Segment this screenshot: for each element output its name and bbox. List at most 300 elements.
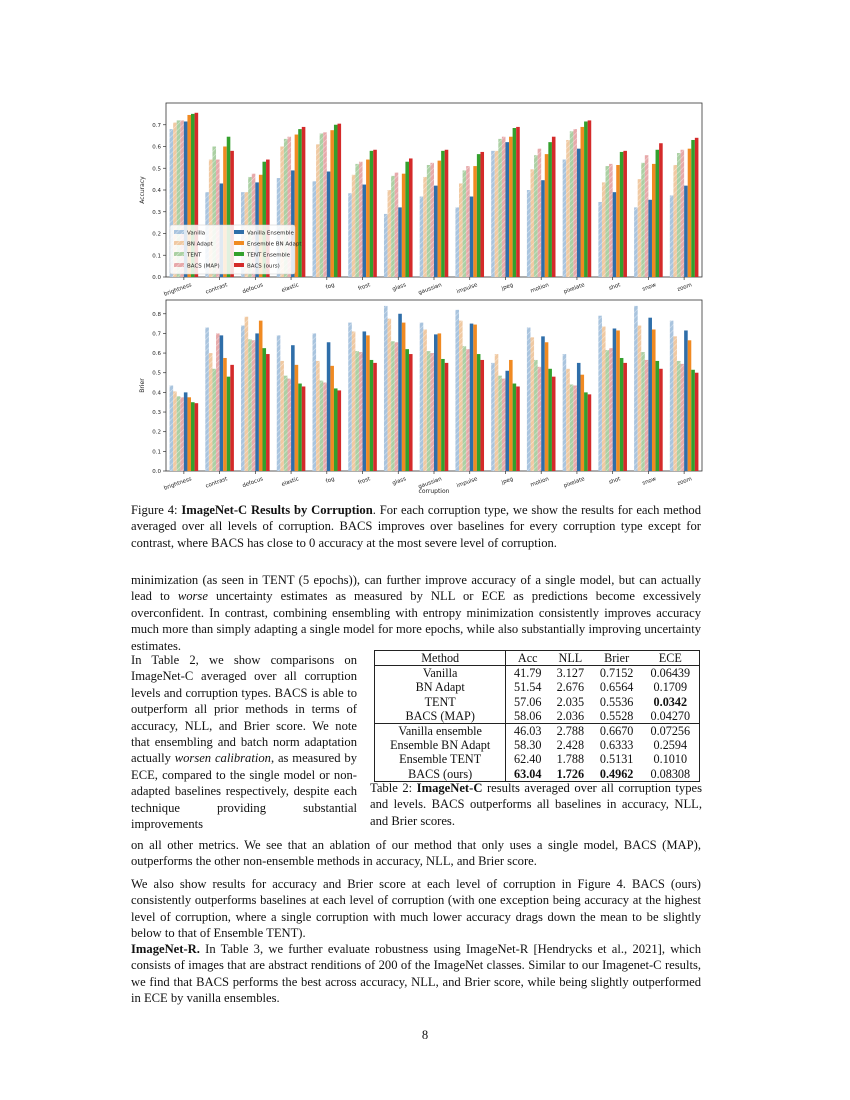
- bar-bacs-ours: [695, 373, 699, 471]
- bar-bacs-ours: [552, 137, 556, 277]
- bar-bn-adapt: [316, 144, 320, 277]
- section-heading: ImageNet-R.: [131, 942, 200, 956]
- bar-vanilla: [384, 214, 388, 277]
- page-number: 8: [421, 1028, 429, 1042]
- table-cell: 0.2594: [653, 738, 688, 753]
- bar-bacs-ours: [516, 127, 520, 277]
- bar-bn-adapt: [673, 165, 677, 277]
- column-header: ECE: [642, 651, 700, 666]
- bar-ensemble-bn-adapt: [402, 323, 406, 471]
- column-header: Acc: [506, 651, 549, 666]
- x-tick-label: shot: [608, 282, 622, 292]
- y-tick-label: 0.4: [152, 188, 161, 194]
- bar-tent: [463, 170, 467, 277]
- bar-tent-ensemble: [584, 121, 588, 277]
- bar-vanilla-ensemble: [648, 318, 652, 471]
- bar-tent-ensemble: [656, 361, 660, 471]
- x-tick-label: zoom: [676, 282, 693, 294]
- bar-bacs-ours: [338, 390, 342, 471]
- bar-bacs-ours: [409, 354, 413, 471]
- legend-label: TENT Ensemble: [247, 252, 291, 259]
- bar-tent-ensemble: [298, 384, 302, 471]
- table-cell: 63.04: [514, 766, 542, 781]
- table-cell: BN Adapt: [375, 680, 506, 694]
- brier-chart: [139, 300, 702, 495]
- bar-vanilla: [670, 321, 674, 471]
- x-tick-label: fog: [325, 476, 336, 485]
- table-cell: 0.06439: [650, 666, 691, 681]
- bar-tent: [391, 176, 395, 277]
- table-cell: 0.04270: [650, 708, 691, 723]
- caption-text: results averaged over all corruption types and levels. BACS outperforms all baselines in accuracy, NLL, and Brier scores.: [370, 781, 702, 828]
- x-tick-label: motion: [529, 476, 550, 489]
- bar-tent-ensemble: [513, 128, 517, 277]
- legend-swatch: [234, 230, 244, 234]
- bar-bacs-ours: [266, 354, 270, 471]
- bar-bacs-ours: [516, 386, 520, 471]
- bar-vanilla: [277, 335, 281, 471]
- bar-bn-adapt: [245, 317, 249, 471]
- bar-tent: [606, 350, 610, 471]
- y-tick-label: 0.4: [152, 390, 161, 397]
- column-header: NLL: [549, 651, 592, 666]
- bar-tent: [320, 381, 324, 471]
- bar-tent: [641, 163, 645, 277]
- table-cell: 2.428: [556, 738, 585, 753]
- x-tick-label: glass: [391, 282, 407, 293]
- table-cell: Vanilla: [375, 666, 506, 681]
- bar-tent: [427, 165, 431, 277]
- bar-bn-adapt: [280, 361, 284, 471]
- bar-vanilla-ensemble: [505, 142, 509, 277]
- bar-vanilla: [170, 386, 174, 472]
- bar-bacs-map: [430, 353, 434, 471]
- bar-vanilla-ensemble: [613, 329, 617, 472]
- table-cell: BACS (MAP): [375, 709, 506, 724]
- bar-tent-ensemble: [298, 129, 302, 277]
- bar-bacs-map: [502, 137, 506, 277]
- bar-bacs-ours: [588, 120, 592, 277]
- table-cell: BACS (ours): [375, 767, 506, 782]
- bar-vanilla-ensemble: [434, 186, 438, 277]
- caption-label: Figure 4:: [131, 503, 178, 517]
- bar-vanilla: [348, 323, 352, 471]
- bar-tent: [534, 360, 538, 471]
- bar-bacs-map: [645, 155, 649, 277]
- bar-tent-ensemble: [477, 154, 481, 277]
- table-row: [375, 724, 700, 739]
- table-cell: 0.5131: [599, 752, 634, 767]
- bar-bacs-map: [681, 364, 685, 471]
- bar-vanilla: [455, 207, 459, 277]
- x-tick-label: contrast: [204, 282, 229, 296]
- bar-vanilla-ensemble: [541, 336, 545, 471]
- y-tick-label: 0.7: [152, 331, 161, 338]
- bar-bn-adapt: [638, 179, 642, 277]
- bar-vanilla-ensemble: [505, 371, 509, 471]
- table-cell: 0.0342: [653, 694, 688, 709]
- x-tick-label: elastic: [280, 476, 300, 488]
- bar-vanilla: [420, 197, 424, 277]
- x-tick-label: jpeg: [500, 282, 515, 292]
- bar-ensemble-bn-adapt: [295, 365, 299, 471]
- x-tick-label: gaussian: [417, 282, 443, 297]
- text: In Table 3, we further evaluate robustness using ImageNet-R [Hendrycks et al., 2021], which consists of images that are abstract renditions of 200 of the ImageNet classes. Similar to our Imagenet-C results, we find that BACS performs the best across accuracy, NLL, and Brier score, while being slightly outperformed in ECE by vanilla ensembles.: [131, 942, 701, 1006]
- y-tick-label: 0.5: [152, 370, 161, 377]
- bar-tent-ensemble: [441, 151, 445, 277]
- legend-label: Vanilla Ensemble: [247, 230, 294, 237]
- bar-tent-ensemble: [513, 384, 517, 471]
- bar-ensemble-bn-adapt: [545, 342, 549, 471]
- bar-ensemble-bn-adapt: [438, 161, 442, 277]
- bar-vanilla-ensemble: [363, 331, 367, 471]
- bar-ensemble-bn-adapt: [688, 340, 692, 471]
- table-cell: Ensemble TENT: [375, 752, 506, 766]
- bar-vanilla: [527, 328, 531, 471]
- table-cell: 41.79: [514, 666, 542, 681]
- bar-tent-ensemble: [334, 125, 338, 277]
- bar-tent: [212, 369, 216, 471]
- bar-tent-ensemble: [584, 392, 588, 471]
- bar-bacs-map: [466, 166, 470, 277]
- table-header-row: [375, 651, 700, 666]
- bar-tent: [677, 361, 681, 471]
- bar-tent-ensemble: [191, 402, 195, 471]
- bar-bacs-map: [609, 348, 613, 471]
- bar-bacs-ours: [480, 152, 484, 277]
- bar-vanilla: [491, 363, 495, 471]
- bar-ensemble-bn-adapt: [581, 375, 585, 471]
- bar-bacs-ours: [445, 363, 449, 471]
- legend-swatch: [234, 241, 244, 245]
- legend-swatch: [174, 252, 184, 256]
- bar-bacs-ours: [552, 377, 556, 471]
- bar-tent: [641, 352, 645, 471]
- legend-swatch: [174, 230, 184, 234]
- y-tick-label: 0.1: [152, 253, 161, 260]
- bar-vanilla-ensemble: [577, 149, 581, 277]
- table-cell: 0.1010: [653, 752, 688, 767]
- bar-vanilla: [598, 202, 602, 277]
- bar-tent: [391, 341, 395, 471]
- table-cell: 57.06: [514, 694, 542, 709]
- bar-bacs-ours: [445, 150, 449, 277]
- text: In Table 2, we show comparisons on ImageNet-C averaged over all corruption levels and corruption types. BACS is able to outperform all prior methods in terms of accuracy, NLL, and Brier score. We note that ensembling and batch norm adaptation actually: [131, 653, 357, 766]
- bar-ensemble-bn-adapt: [509, 137, 513, 277]
- bar-vanilla: [634, 207, 638, 277]
- bar-ensemble-bn-adapt: [366, 335, 370, 471]
- bar-vanilla-ensemble: [255, 333, 259, 471]
- bar-bacs-map: [252, 340, 256, 471]
- bar-bacs-map: [359, 162, 363, 277]
- x-tick-label: pixelate: [562, 282, 586, 296]
- bar-bacs-ours: [659, 143, 663, 277]
- bar-bacs-map: [466, 349, 470, 471]
- bar-vanilla-ensemble: [684, 186, 688, 277]
- table-cell: 0.08308: [650, 766, 691, 781]
- x-tick-label: frost: [357, 282, 372, 293]
- y-tick-label: 0.6: [152, 144, 161, 151]
- legend-label: BN Adapt: [187, 241, 213, 248]
- x-tick-label: defocus: [241, 282, 265, 296]
- bar-bn-adapt: [173, 391, 177, 471]
- bar-ensemble-bn-adapt: [545, 154, 549, 277]
- bar-vanilla-ensemble: [613, 192, 617, 277]
- bar-bacs-map: [538, 367, 542, 471]
- bar-bn-adapt: [495, 354, 499, 471]
- bar-ensemble-bn-adapt: [473, 166, 477, 277]
- legend-label: BACS (ours): [247, 263, 280, 270]
- table-cell: 62.40: [514, 752, 542, 767]
- bar-tent: [320, 133, 324, 277]
- table-cell: 2.036: [556, 708, 585, 723]
- x-tick-label: contrast: [204, 476, 229, 490]
- table-row: [375, 680, 700, 694]
- bar-bacs-ours: [338, 124, 342, 277]
- bar-tent: [355, 351, 359, 471]
- bar-vanilla: [241, 326, 245, 471]
- bar-bacs-ours: [480, 360, 484, 471]
- bar-bn-adapt: [566, 369, 570, 471]
- bar-ensemble-bn-adapt: [259, 321, 263, 471]
- bar-bacs-map: [359, 352, 363, 471]
- bar-bacs-map: [573, 386, 577, 472]
- legend-label: Vanilla: [187, 230, 206, 237]
- x-tick-label: snow: [641, 476, 658, 487]
- bar-bacs-map: [395, 342, 399, 471]
- x-tick-label: impulse: [456, 476, 479, 490]
- x-tick-label: snow: [641, 282, 658, 293]
- table-cell: 2.676: [556, 680, 585, 695]
- bar-bn-adapt: [530, 169, 534, 277]
- emphasis: worse: [177, 589, 208, 604]
- y-tick-label: 0.2: [152, 429, 161, 436]
- bar-ensemble-bn-adapt: [652, 329, 656, 471]
- table-cell: Vanilla ensemble: [375, 724, 506, 739]
- y-tick-label: 0.8: [152, 311, 161, 318]
- table-cell: 1.788: [556, 752, 585, 767]
- bar-bacs-ours: [373, 150, 377, 277]
- bar-bacs-ours: [230, 365, 234, 471]
- bar-bn-adapt: [530, 337, 534, 471]
- bar-tent-ensemble: [548, 142, 552, 277]
- table-cell: 2.035: [556, 694, 585, 709]
- bar-vanilla: [598, 316, 602, 471]
- bar-bacs-map: [287, 379, 291, 471]
- bar-bn-adapt: [388, 319, 392, 471]
- table-cell: 58.06: [514, 708, 542, 723]
- x-tick-label: shot: [608, 476, 622, 486]
- bar-bacs-map: [609, 164, 613, 277]
- bar-ensemble-bn-adapt: [616, 165, 620, 277]
- bar-vanilla-ensemble: [327, 172, 331, 277]
- table-cell: Ensemble BN Adapt: [375, 738, 506, 752]
- bar-vanilla-ensemble: [220, 335, 224, 471]
- bar-bn-adapt: [602, 182, 606, 277]
- bar-vanilla: [563, 354, 567, 471]
- bar-vanilla: [563, 160, 567, 277]
- bar-vanilla: [313, 333, 317, 471]
- legend-label: Ensemble BN Adapt: [247, 241, 302, 248]
- table-cell: 0.5536: [599, 694, 634, 709]
- bar-bacs-map: [502, 379, 506, 471]
- bar-bacs-map: [430, 163, 434, 277]
- emphasis: worsen calibration: [174, 751, 271, 766]
- bar-tent: [427, 351, 431, 471]
- legend: [170, 225, 302, 274]
- bar-tent-ensemble: [441, 359, 445, 471]
- bar-bn-adapt: [423, 329, 427, 471]
- bar-bn-adapt: [602, 327, 606, 471]
- bar-ensemble-bn-adapt: [509, 360, 513, 471]
- caption-label: Table 2:: [370, 781, 413, 795]
- column-header: Brier: [592, 651, 642, 666]
- results-table: [374, 650, 700, 782]
- bar-ensemble-bn-adapt: [688, 149, 692, 277]
- bar-tent: [248, 339, 252, 471]
- bar-tent: [498, 139, 502, 277]
- paragraph-2: [131, 837, 701, 870]
- bar-tent-ensemble: [620, 358, 624, 471]
- bar-bacs-map: [216, 333, 220, 471]
- legend-swatch: [174, 263, 184, 267]
- bar-vanilla-ensemble: [434, 334, 438, 471]
- bar-vanilla-ensemble: [291, 345, 295, 471]
- table-row: [375, 695, 700, 709]
- y-tick-label: 0.1: [152, 449, 161, 456]
- y-tick-label: 0.6: [152, 351, 161, 358]
- bar-ensemble-bn-adapt: [402, 174, 406, 277]
- bar-ensemble-bn-adapt: [366, 160, 370, 277]
- bar-bn-adapt: [638, 326, 642, 471]
- table-cell: 3.127: [556, 666, 585, 681]
- x-tick-label: brightness: [163, 476, 193, 492]
- bar-tent: [606, 166, 610, 277]
- bar-tent: [498, 376, 502, 471]
- table-cell: 0.6670: [592, 724, 642, 739]
- bar-bacs-map: [323, 383, 327, 471]
- bar-tent: [177, 396, 181, 471]
- bar-vanilla-ensemble: [363, 185, 367, 277]
- y-tick-label: 0.2: [152, 231, 161, 238]
- bar-ensemble-bn-adapt: [581, 127, 585, 277]
- bar-tent-ensemble: [370, 151, 374, 277]
- bar-tent-ensemble: [227, 377, 231, 471]
- bar-vanilla-ensemble: [398, 314, 402, 471]
- y-tick-label: 0.0: [152, 469, 161, 475]
- bar-vanilla-ensemble: [541, 180, 545, 277]
- table-cell: 58.30: [514, 738, 542, 753]
- y-tick-label: 0.7: [152, 122, 161, 129]
- x-tick-label: defocus: [241, 476, 265, 490]
- bar-tent-ensemble: [405, 162, 409, 277]
- table-cell: 46.03: [506, 724, 549, 739]
- table-cell: 0.6333: [599, 738, 634, 753]
- caption-title: ImageNet-C: [416, 781, 483, 795]
- x-tick-label: fog: [325, 282, 336, 291]
- bar-tent: [284, 376, 288, 471]
- text: minimization (as seen in TENT (5 epochs)), can further improve accuracy of a single model, but can actually lead to: [131, 573, 701, 604]
- table-row: [375, 666, 700, 681]
- legend-swatch: [174, 241, 184, 245]
- bar-bacs-ours: [302, 386, 306, 471]
- table-cell: 2.788: [549, 724, 592, 739]
- bar-bn-adapt: [459, 321, 463, 471]
- bar-vanilla: [384, 306, 388, 471]
- legend-label: TENT: [187, 252, 202, 259]
- x-tick-label: zoom: [676, 476, 693, 488]
- text: on all other metrics. We see that an ablation of our method that only uses a single model, BACS (MAP), outperforms the other non-ensemble methods in accuracy, NLL, and Brier score.: [131, 838, 701, 869]
- bar-ensemble-bn-adapt: [473, 325, 477, 471]
- y-axis-label: Accuracy: [139, 176, 146, 204]
- bar-bn-adapt: [388, 190, 392, 277]
- bar-tent-ensemble: [691, 370, 695, 471]
- bar-bn-adapt: [566, 140, 570, 277]
- bar-tent: [570, 131, 574, 277]
- bar-bacs-ours: [623, 363, 627, 471]
- bar-bn-adapt: [423, 177, 427, 277]
- bar-tent-ensemble: [334, 388, 338, 471]
- bar-tent-ensemble: [405, 349, 409, 471]
- figure-caption: [131, 502, 701, 551]
- bar-vanilla: [205, 328, 209, 471]
- bar-bacs-ours: [302, 127, 306, 277]
- paragraph-4: [131, 941, 701, 1007]
- x-axis-label: corruption: [418, 488, 450, 495]
- y-tick-label: 0.0: [152, 275, 161, 281]
- legend-label: BACS (MAP): [187, 263, 220, 270]
- bar-vanilla: [348, 193, 352, 277]
- bar-tent-ensemble: [656, 150, 660, 277]
- bar-tent: [570, 385, 574, 471]
- paragraph-3: [131, 876, 701, 942]
- accuracy-chart: [139, 103, 702, 298]
- bar-ensemble-bn-adapt: [330, 366, 334, 471]
- bar-vanilla-ensemble: [470, 324, 474, 471]
- table-cell: 0.6564: [599, 680, 634, 695]
- caption-title: ImageNet-C Results by Corruption: [181, 503, 373, 517]
- table-cell: TENT: [375, 695, 506, 709]
- bar-tent: [677, 153, 681, 277]
- bar-bn-adapt: [316, 361, 320, 471]
- bar-vanilla: [634, 306, 638, 471]
- y-axis-label: Brier: [139, 378, 146, 393]
- bar-bacs-ours: [373, 363, 377, 471]
- bar-bacs-ours: [195, 403, 199, 471]
- bar-vanilla: [670, 195, 674, 277]
- bar-bacs-map: [538, 149, 542, 277]
- bar-bacs-map: [180, 397, 184, 471]
- table-cell: 51.54: [514, 680, 542, 695]
- bar-bn-adapt: [352, 331, 356, 471]
- x-tick-label: pixelate: [562, 476, 586, 490]
- bar-vanilla-ensemble: [327, 342, 331, 471]
- table-cell: 0.07256: [642, 724, 700, 739]
- bar-vanilla: [313, 181, 317, 277]
- bar-bacs-ours: [409, 158, 413, 277]
- text: We also show results for accuracy and Brier score at each level of corruption in Figure 4. BACS (ours) consistently outperforms baselines at each level of corruption (with one exception being accuracy at the highest level of corruption, where a single corruption with much lower accuracy drags down the mean to be slightly below to that of Ensemble TENT).: [131, 877, 701, 941]
- bar-vanilla: [527, 190, 531, 277]
- y-tick-label: 0.5: [152, 166, 161, 173]
- bar-vanilla-ensemble: [470, 197, 474, 277]
- bar-ensemble-bn-adapt: [330, 130, 334, 277]
- x-tick-label: frost: [357, 476, 372, 487]
- table-row: [375, 752, 700, 766]
- table-cell: 0.4962: [599, 766, 634, 781]
- table-cell: 0.7152: [599, 666, 634, 681]
- bar-vanilla-ensemble: [184, 392, 188, 471]
- bar-tent-ensemble: [620, 152, 624, 277]
